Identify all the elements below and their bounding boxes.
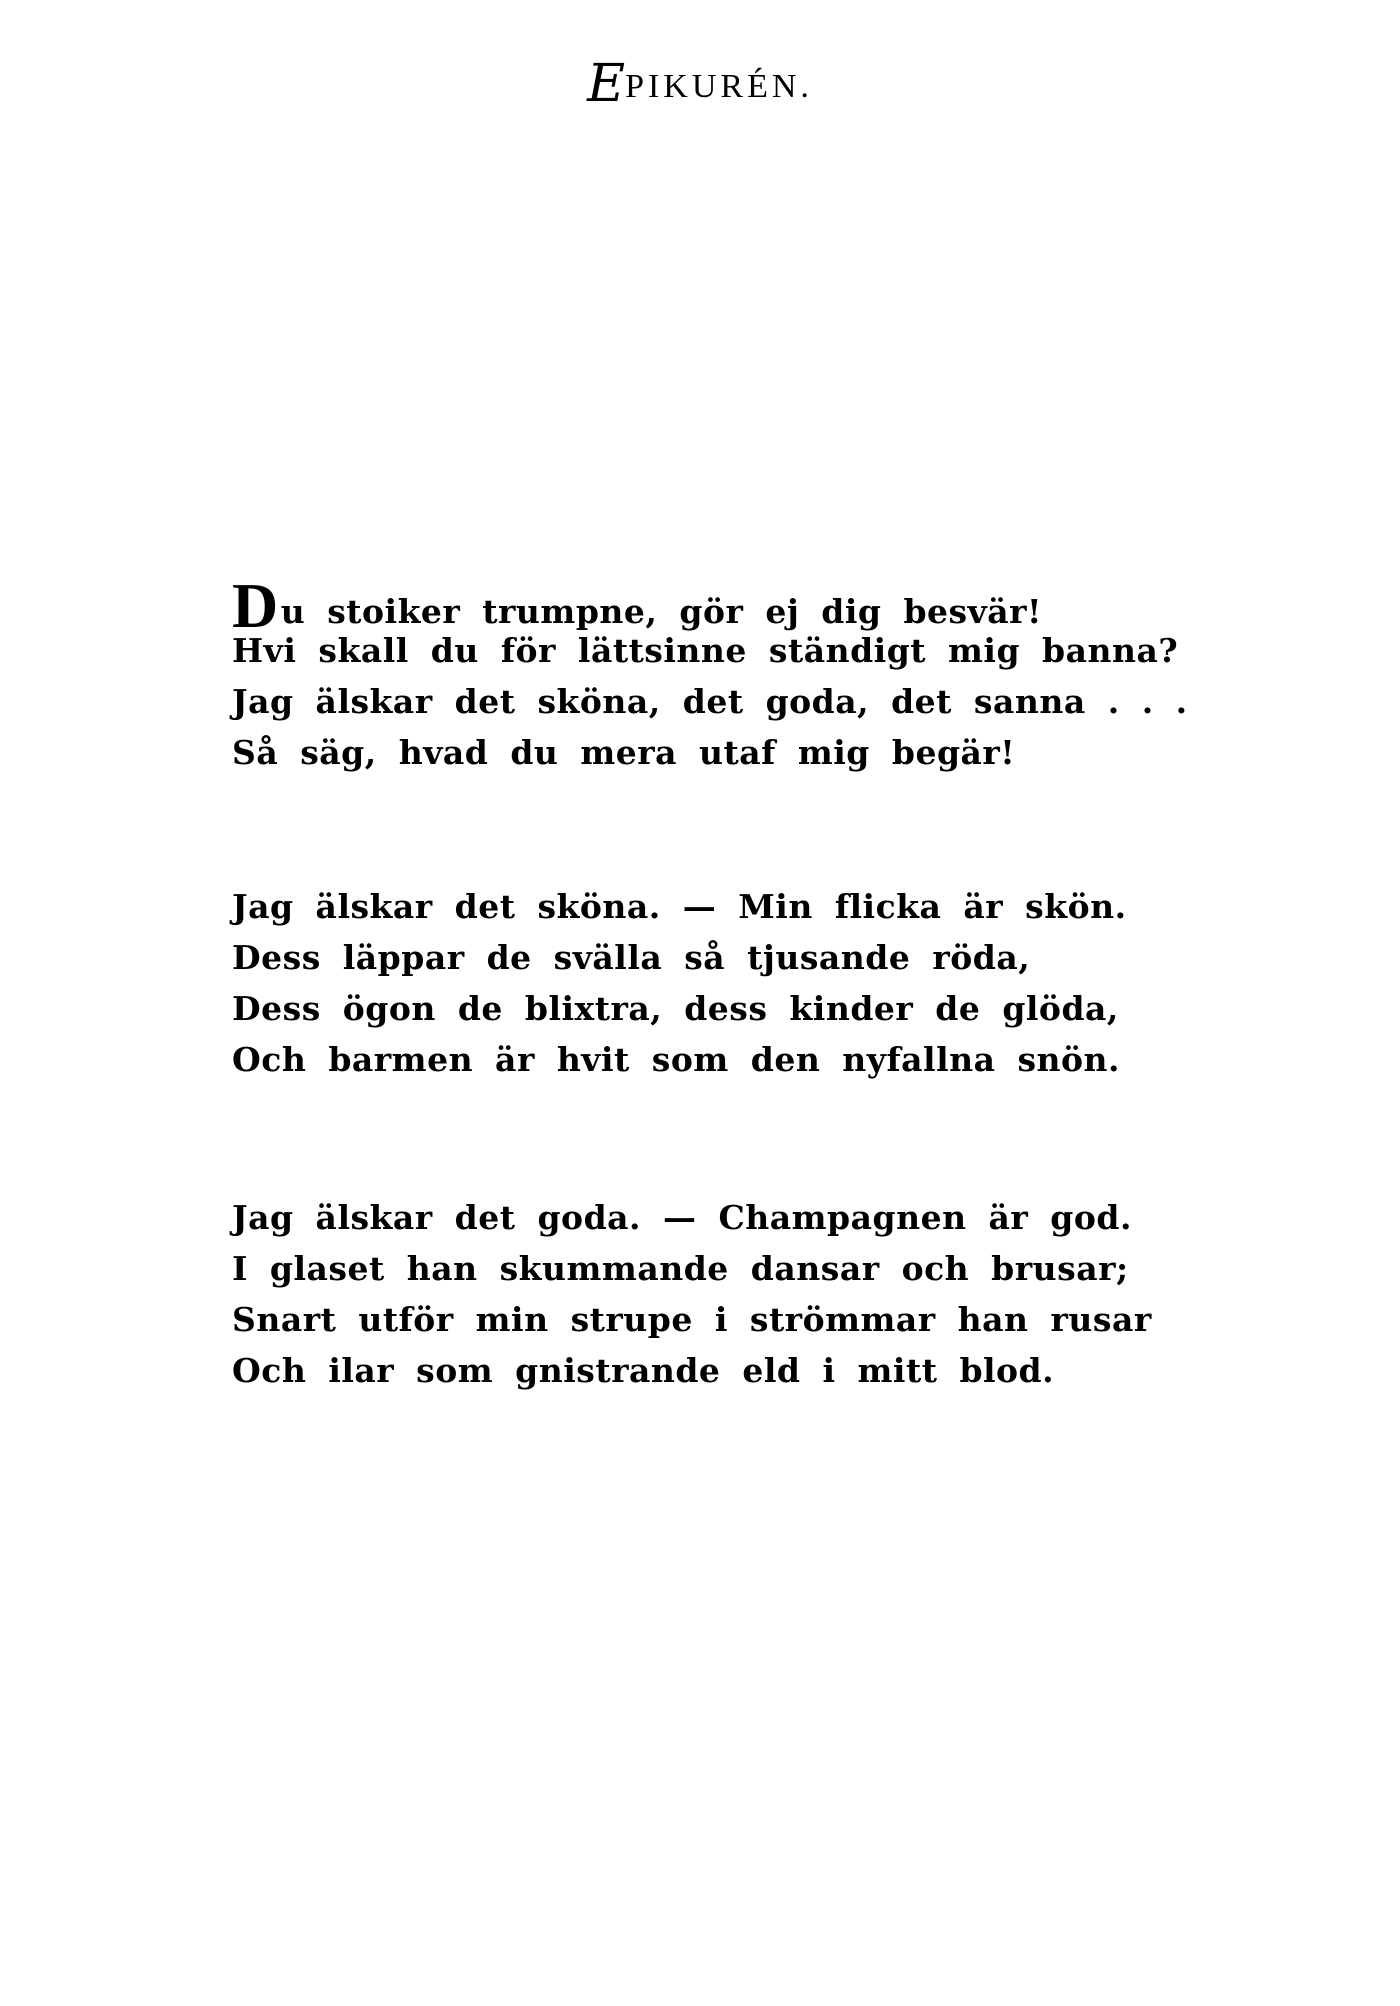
verse-line: I glaset han skummande dansar och brusar; <box>232 1249 1129 1288</box>
stanza-3 <box>232 1192 1212 1396</box>
stanza-2 <box>232 881 1212 1085</box>
verse-line <box>232 570 1212 641</box>
title-initial: E <box>587 54 626 114</box>
title-rest: PIKURÉN. <box>625 68 813 105</box>
verse-line: Dess ögon de blixtra, dess kinder de glöda, <box>232 989 1119 1028</box>
verse-line: Snart utför min strupe i strömmar han rusar <box>232 1300 1152 1339</box>
verse-line: Jag älskar det goda. — Champagnen är god. <box>232 1198 1132 1237</box>
verse-line: Hvi skall du för lättsinne ständigt mig banna? <box>232 631 1179 670</box>
drop-cap: D <box>232 570 279 641</box>
verse-line: Och barmen är hvit som den nyfallna snön. <box>232 1040 1121 1079</box>
poem-title <box>0 54 1400 114</box>
verse-line: Jag älskar det sköna. — Min flicka är skön. <box>232 887 1127 926</box>
verse-line: Så säg, hvad du mera utaf mig begär! <box>232 733 1016 772</box>
verse-line-text: u stoiker trumpne, gör ej dig besvär! <box>280 592 1043 631</box>
verse-line: Och ilar som gnistrande eld i mitt blod. <box>232 1351 1055 1390</box>
verse-line: Jag älskar det sköna, det goda, det sanna . . . <box>232 682 1188 721</box>
verse-line: Dess läppar de svälla så tjusande röda, <box>232 938 1031 977</box>
stanza-1 <box>232 570 1212 778</box>
